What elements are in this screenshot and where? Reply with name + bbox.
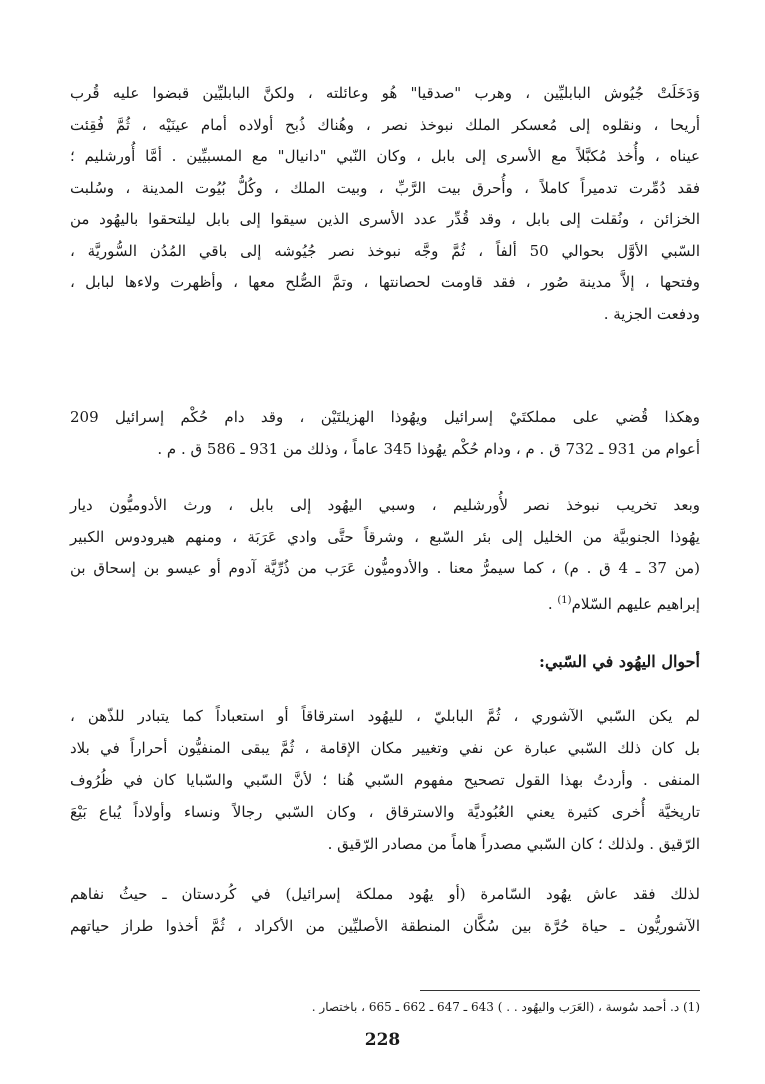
text-line: الآشوريُّون ـ حياة حُرَّة بين سُكَّان المنطقة الأصليِّين من الأكراد ، ثُمَّ أخذوا طراز حياتهم xyxy=(70,917,700,935)
text-line: لذلك فقد عاش يهُود السّامرة (أو يهُود مملكة إسرائيل) في كُردستان ـ حيثُ نفاهم xyxy=(70,885,700,903)
text-line: أعوام من 931 ـ 732 ق . م ، ودام حُكْم يهُوذا 345 عاماً ، وذلك من 931 ـ 586 ق . م . xyxy=(157,439,700,458)
text-line: لم يكن السّبي الآشوري ، ثُمَّ البابليّ ، لليهُود استرقاقاً أو استعباداً كما يتبادر للذّهن ، xyxy=(70,707,700,725)
footnote-rule xyxy=(420,990,700,991)
text-line: وفتحها ، إلاَّ مدينة صُور ، فقد قاومت لحصانتها ، وتمَّ الصُّلح معها ، وأظهرت ولاءها لبابل ، xyxy=(70,273,700,291)
text-line: وبعد تخريب نبوخذ نصر لأُورشليم ، وسبي اليهُود إلى بابل ، ورث الأدوميُّون ديار xyxy=(70,496,700,514)
page-number: 228 xyxy=(364,1030,401,1050)
paragraph-4 xyxy=(70,700,700,860)
text-line xyxy=(70,585,700,621)
text-line: ودفعت الجزية . xyxy=(603,304,700,323)
footnote-reference[interactable]: (1) xyxy=(557,594,572,606)
text-line: تاريخيَّة أُخرى كثيرة يعني العُبُوديَّة والاسترقاق ، وكان السّبي رجالاً ونساء وأولاداً يُباع بَيْعَ xyxy=(70,803,700,821)
text-line: وَدَخَلَتْ جُيُوش البابليِّين ، وهرب "صدقيا" هُو وعائلته ، ولكنَّ البابليِّين قبضوا عليه قُرب xyxy=(70,84,700,102)
text-line: الرّقيق . ولذلك ؛ كان السّبي مصدراً هاماً من مصادر الرّقيق . xyxy=(327,835,700,853)
text-line: (من 37 ـ 4 ق . م) ، كما سيمرُّ معنا . والأدوميُّون عَرَب من ذُرِّيَّة آدوم أو عيسو بن إسحاق بن xyxy=(70,559,701,577)
text-line: الخزائن ، ونُقلت إلى بابل ، وقد قُدِّر عدد الأسرى الذين سيقوا إلى بابل ليلتحقوا باليهُود من xyxy=(70,210,700,228)
paragraph-5 xyxy=(70,878,700,942)
text-line: يهُوذا الجنوبيَّة من الخليل إلى بئر السّبع ، وشرقاً حتَّى وادي عَرَبَة ، ومنهم هيرودوس الكبير xyxy=(70,527,700,546)
footnote: (1) د. أحمد سُوسة ، (العَرَب واليهُود . . ) 643 ـ 647 ـ 662 ـ 665 ، باختصار . xyxy=(311,1000,700,1014)
text-line: السّبي الأوَّل بحوالي 50 ألفاً ، ثُمَّ وجَّه نبوخذ نصر جُيُوشه إلى باقي المُدُن السُّوريَّة ، xyxy=(70,241,700,260)
text-line: المنفى . وأردتُ بهذا القول تصحيح مفهوم السّبي هُنا ؛ لأنَّ السّبي والسّبايا كان في ظُرُوف xyxy=(70,771,700,789)
paragraph-3 xyxy=(70,490,700,620)
text-line: أريحا ، ونقلوه إلى مُعسكر الملك نبوخذ نصر ، وهُناك ذُبح أولاده أمام عينَيْه ، ثُمَّ فُقِئت xyxy=(70,115,700,134)
paragraph-2 xyxy=(70,402,700,465)
text-line: عيناه ، وأُخذ مُكبَّلاً مع الأسرى إلى بابل ، وكان النّبي "دانيال" مع المسبيِّين . أمَّا أُورشليم ؛ xyxy=(70,147,700,165)
paragraph-1 xyxy=(70,78,700,330)
text-line: فقد دُمِّرت تدميراً كاملاً ، وأُحرق بيت الرَّبِّ ، وبيت الملك ، وكُلُّ بُيُوت المدينة ، وسُلبت xyxy=(70,178,700,197)
text-line: بل كان ذلك السّبي عبارة عن نفي وتغيير مكان الإقامة ، ثُمَّ يبقى المنفيُّون أحراراً في بلاد xyxy=(70,739,700,757)
text-fragment: . xyxy=(547,594,558,613)
text-line: وهكذا قُضي على مملكتَيْ إسرائيل ويهُوذا الهزيلتَيْن ، وقد دام حُكْم إسرائيل 209 xyxy=(70,408,700,426)
section-heading: أحوال اليهُود في السّبي: xyxy=(539,652,700,671)
text-fragment: إبراهيم عليهم السّلام xyxy=(571,594,700,613)
